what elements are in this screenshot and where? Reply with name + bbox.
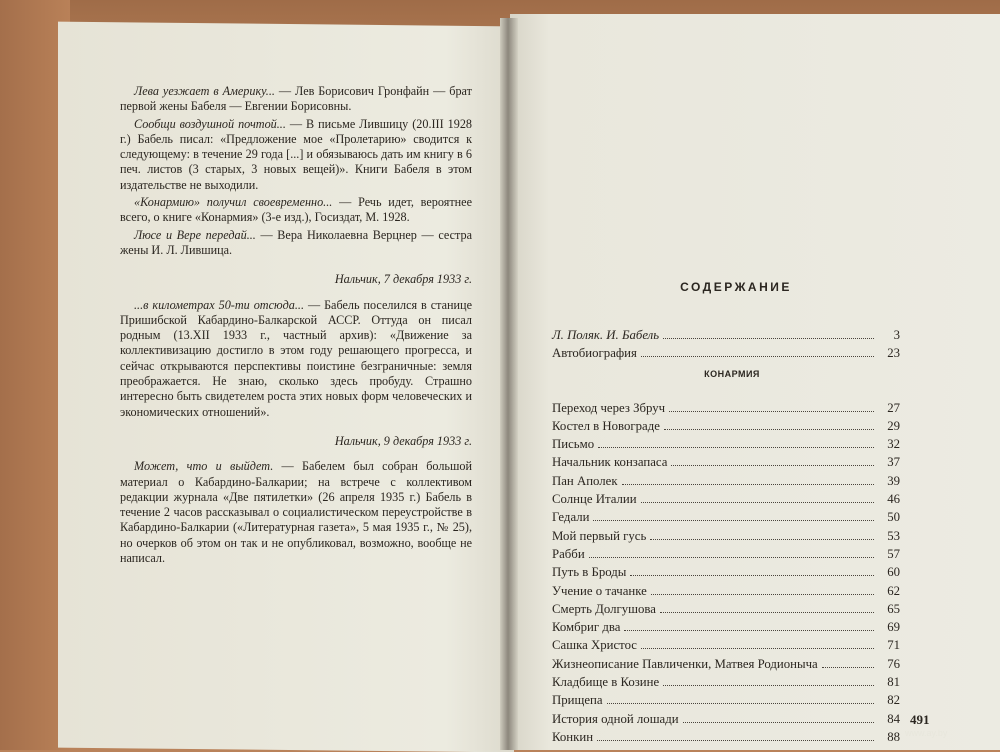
note-paragraph xyxy=(120,117,472,193)
note-lead: Сообщи воздушной почтой... xyxy=(134,116,286,131)
toc-leader xyxy=(641,355,874,357)
note-body: — Вера Николаевна Верцнер — сестра жены И. Л. Лившица. xyxy=(120,227,472,257)
toc-leader xyxy=(671,464,874,466)
notes-text xyxy=(120,84,472,568)
toc-entry-title: Конкин xyxy=(552,729,594,744)
note-lead: ...в километрах 50-ти отсюда... xyxy=(134,297,304,312)
toc-entry-title: Начальник конзапаса xyxy=(552,455,668,470)
note-paragraph xyxy=(120,228,472,259)
toc-entry-title: Смерть Долгушова xyxy=(552,601,656,616)
note-lead: Может, что и выйдет. xyxy=(134,459,274,474)
toc-entry-title: Пан Аполек xyxy=(552,473,618,488)
note-lead: «Конармию» получил своевременно... xyxy=(134,195,333,210)
note-paragraph xyxy=(120,298,472,420)
toc-leader xyxy=(663,684,874,686)
toc-entry-title: Жизнеописание Павличенки, Матвея Родионыча xyxy=(552,656,818,671)
toc-leader xyxy=(624,629,874,631)
toc-entry xyxy=(552,691,900,709)
toc-entry-page: 29 xyxy=(887,418,900,433)
toc-entry-page: 57 xyxy=(887,546,900,561)
toc-entry-page: 46 xyxy=(887,492,900,507)
toc-entry-page: 82 xyxy=(887,693,900,708)
toc-entry-page: 27 xyxy=(887,400,900,415)
toc-entry xyxy=(552,490,900,508)
toc-entry xyxy=(552,582,900,600)
toc-entry xyxy=(552,453,900,471)
note-body: — Лев Борисович Гронфайн — брат первой жены Бабеля — Евгении Борисовны. xyxy=(120,84,472,114)
toc-entry-page: 88 xyxy=(887,729,900,744)
toc-entry xyxy=(552,600,900,618)
toc-leader xyxy=(622,483,874,485)
toc-leader xyxy=(669,410,874,412)
note-paragraph xyxy=(120,459,472,566)
toc-section-title: КОНАРМИЯ xyxy=(704,368,760,379)
note-body: — Бабель поселился в станице Пришибской Кабардино-Балкарской АССР. Оттуда он писал родным (13.XII 1933 г., частный архив): «Движение за коллективизацию достигло в этом году решающего прогресса, и сейчас открываются перспективы поистине безграничные: земля преображается. Не знаю, сколько здесь пробуду. Страшно интересно быть свидетелем роста этих новых форм человеческих и экономических отношений». xyxy=(120,297,472,419)
toc-leader xyxy=(660,611,874,613)
toc-entry xyxy=(552,655,900,673)
toc-entry-page: 53 xyxy=(887,528,900,543)
toc-entry xyxy=(552,344,900,362)
toc-entry-title: Солнце Италии xyxy=(552,492,637,507)
toc-leader xyxy=(663,337,874,339)
watermark: www.ay.by xyxy=(905,728,948,738)
toc-entry xyxy=(552,326,900,344)
toc-entry-page: 81 xyxy=(887,675,900,690)
toc-leader xyxy=(630,574,874,576)
toc-entry-page: 23 xyxy=(887,346,900,361)
toc-entry xyxy=(552,710,900,728)
toc-entry-title: Комбриг два xyxy=(552,620,621,635)
toc-entry-title: Гедали xyxy=(552,510,590,525)
toc-entry xyxy=(552,728,900,746)
toc-entry-page: 3 xyxy=(893,328,900,342)
toc-entry xyxy=(552,673,900,691)
toc-entry xyxy=(552,435,900,453)
toc-entry xyxy=(552,527,900,545)
toc-entry-title: Прищепа xyxy=(552,693,603,708)
toc-entry xyxy=(552,399,900,417)
toc-entry-page: 84 xyxy=(887,711,900,726)
toc-leader xyxy=(664,428,874,430)
place-date: Нальчик, 9 декабря 1933 г. xyxy=(334,433,472,448)
toc-leader xyxy=(650,538,874,540)
toc-title: СОДЕРЖАНИЕ xyxy=(680,280,792,294)
toc-leader xyxy=(589,556,874,558)
note-lead: Люсе и Вере передай... xyxy=(134,227,256,242)
toc-entry-title: Письмо xyxy=(552,437,595,452)
note-lead: Лева уезжает в Америку... xyxy=(134,84,275,98)
toc-entry-title: Учение о тачанке xyxy=(552,583,647,598)
toc-entry xyxy=(552,472,900,490)
note-body: — Речь идет, вероятнее всего, о книге «Конармия» (3-е изд.), Госиздат, М. 1928. xyxy=(120,195,472,225)
toc-entry xyxy=(552,508,900,526)
toc-entry-page: 37 xyxy=(887,455,900,470)
toc-leader xyxy=(822,666,874,668)
toc-entry-title: Костел в Новограде xyxy=(552,418,660,433)
table-of-contents xyxy=(552,280,900,746)
toc-entry-title: Сашка Христос xyxy=(552,638,637,653)
toc-entry-title: Рабби xyxy=(552,546,585,561)
toc-entry-title: Переход через Збруч xyxy=(552,400,666,415)
toc-entry-title: Кладбище в Козине xyxy=(552,675,660,690)
note-body: — В письме Лившицу (20.III 1928 г.) Бабель писал: «Предложение мое «Пролетарию» сводится к следующему: в течение 29 года [...] и обязываюсь дать им книгу в 6 печ. листов (3 старых, 3 новых вещей)». Книги Бабеля в этом издательстве не выходили. xyxy=(120,116,473,192)
toc-entry-title: Л. Поляк. И. Бабель xyxy=(552,328,660,342)
toc-entries xyxy=(552,399,900,747)
toc-entry-title: Путь в Броды xyxy=(552,565,627,580)
toc-entry xyxy=(552,417,900,435)
page-number: 491 xyxy=(910,712,930,727)
toc-entry-page: 32 xyxy=(887,437,900,452)
toc-leader xyxy=(641,647,874,649)
toc-entry xyxy=(552,618,900,636)
toc-entry-title: Автобиография xyxy=(552,346,637,361)
toc-entry-page: 65 xyxy=(887,601,900,616)
note-body: — Бабелем был собран большой материал о Кабардино-Балкарии; на встрече с коллективом редакции журнала «Две пятилетки» (26 апреля 1935 г.) Бабель в течение 2 часов рассказывал о социалистическом переустройстве в Кабардино-Балкарии («Литературная газета», 5 мая 1935 г., № 25), но очерков об этом он так и не опубликовал, возможно, вообще не написал. xyxy=(120,459,472,566)
toc-leader xyxy=(598,446,874,448)
toc-leader xyxy=(593,519,874,521)
toc-leader xyxy=(597,739,874,741)
toc-leader xyxy=(607,702,874,704)
toc-entry-page: 39 xyxy=(887,473,900,488)
toc-entry-page: 76 xyxy=(887,656,900,671)
note-paragraph xyxy=(120,84,472,115)
book-spine xyxy=(500,18,518,750)
toc-entry-page: 50 xyxy=(887,510,900,525)
toc-leader xyxy=(641,501,874,503)
toc-entry-title: Мой первый гусь xyxy=(552,528,647,543)
toc-leader xyxy=(683,721,874,723)
note-paragraph xyxy=(120,195,472,226)
toc-entry-title: История одной лошади xyxy=(552,711,679,726)
place-date: Нальчик, 7 декабря 1933 г. xyxy=(334,272,472,287)
toc-entry-page: 69 xyxy=(887,620,900,635)
toc-entry-page: 60 xyxy=(887,565,900,580)
toc-leader xyxy=(651,593,874,595)
toc-entry xyxy=(552,636,900,654)
toc-entry xyxy=(552,563,900,581)
toc-entry-page: 71 xyxy=(887,638,900,653)
toc-entry-page: 62 xyxy=(887,583,900,598)
toc-entry xyxy=(552,545,900,563)
